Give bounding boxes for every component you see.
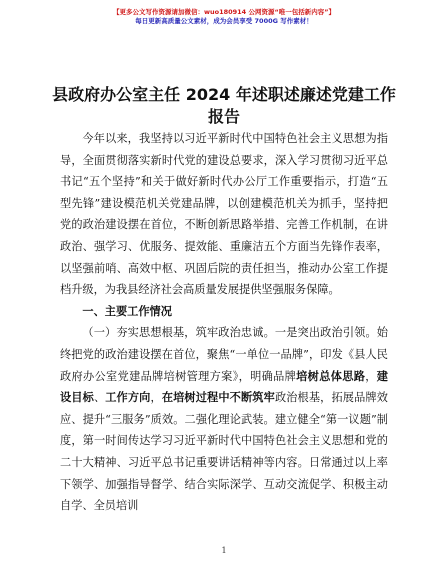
bold-text: 在培树过程中不断筑牢 — [161, 390, 275, 405]
document-body — [60, 128, 388, 517]
paragraph-text: 、 — [93, 391, 106, 405]
document-title-line-1: 县政府办公室主任 2024 年述职述廉述党建工作 — [52, 85, 396, 104]
paragraph-text: ， — [150, 391, 162, 405]
promo-banner-line-2: 每日更新高质量公文素材，成为会员享受 7000G 写作素材！ — [135, 17, 313, 25]
bold-text: 工作方向 — [105, 390, 151, 405]
paragraph-text: 政治根基，拓展品牌效应、提升“三服务”质效。二强化理论武装。建立健全“第一议题”制度，第一时间传达学习习近平新时代中国特色社会主义思想和党的二十大精神、习近平总书记重要讲话精神等内容。日常通过以上率下领学、加强指导督学、结合实际深学、互动交流促学、积极主动自学、全员培训 — [60, 391, 388, 513]
document-title — [0, 84, 448, 128]
paragraph-text: （一）夯实思想根基，筑牢政治忠诚。一是突出政治引领。始终把党的政治建设摆在首位，聚焦“一单位一品牌”，印发《县人民政府办公室党建品牌培树管理方案》，明确品牌 — [60, 326, 388, 383]
section-heading: 一、主要工作情况 — [82, 304, 172, 318]
promo-banner-line-1: 【更多公文写作资源请加微信：wuo180914 公网资源“唯一包括新内容”】 — [112, 8, 336, 16]
document-title-line-2: 报告 — [207, 107, 240, 126]
bold-text: 建设目标 — [60, 368, 388, 405]
body-paragraph — [60, 322, 388, 516]
promo-banner — [0, 8, 448, 26]
intro-paragraph: 今年以来，我坚持以习近平新时代中国特色社会主义思想为指导，全面贯彻落实新时代党的建设总要求，深入学习贯彻习近平总书记“五个坚持”和关于做好新时代办公厅工作重要指示，打造“五型先锋”建设模范机关党建品牌，以创建模范机关为抓手，坚持把党的政治建设摆在首位，不断创新思路举措、完善工作机制，在讲政治、强学习、优服务、提效能、重廉洁五个方面当先锋作表率，以坚强前哨、高效中枢、巩固后院的责任担当，推动办公室工作提档升级，为我县经济社会高质量发展提供坚强服务保障。 — [60, 132, 388, 297]
bold-text: 培树总体思路 — [296, 368, 366, 383]
paragraph-text: ， — [365, 369, 377, 383]
page-number: 1 — [221, 546, 227, 555]
